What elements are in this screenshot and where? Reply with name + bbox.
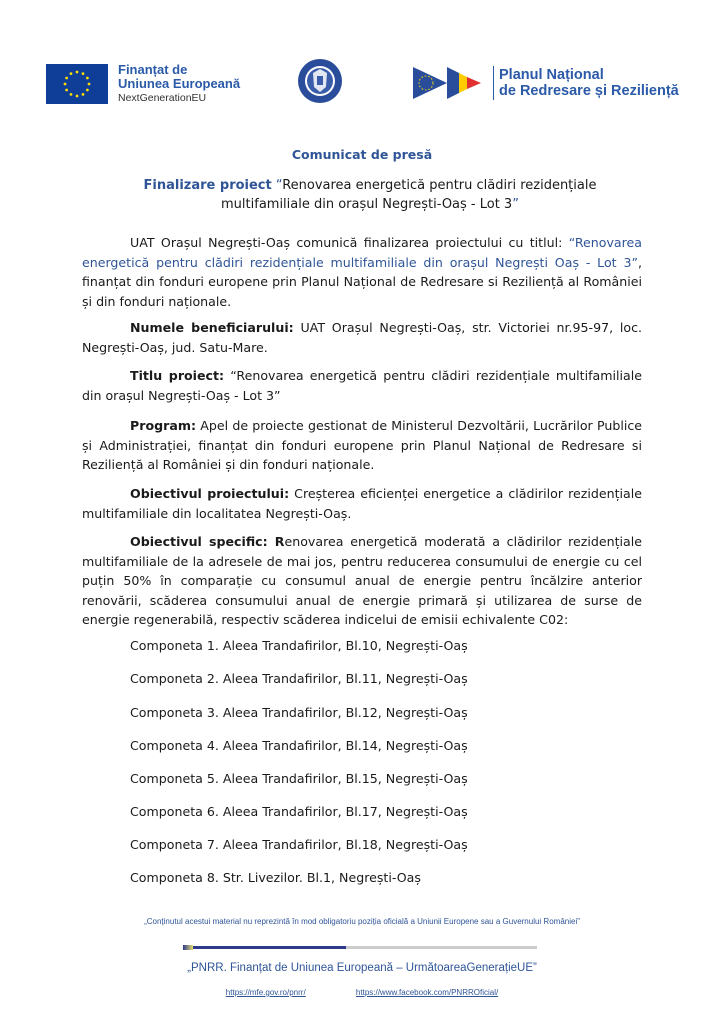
- component-item: Componeta 3. Aleea Trandafirilor, Bl.12, Negrești-Oaș: [130, 705, 468, 720]
- eu-logo-line2: Uniunea Europeană: [118, 76, 241, 91]
- headline-lead: Finalizare proiect: [143, 178, 272, 193]
- headline-text: Renovarea energetică pentru clădiri rezidențiale multifamiliale din orașul Negrești-Oaș - Lot 3: [221, 178, 597, 212]
- footer-disclaimer: „Conținutul acestui material nu reprezintă în mod obligatoriu poziția oficială a Uniunii Europene sau a Guvernului României”: [144, 917, 580, 926]
- component-item: Componeta 8. Str. Livezilor. Bl.1, Negrești-Oaș: [130, 870, 421, 885]
- eu-logo-line1: Finanțat de: [118, 62, 188, 77]
- component-item: Componeta 1. Aleea Trandafirilor, Bl.10, Negrești-Oaș: [130, 638, 468, 653]
- beneficiary-paragraph: Numele beneficiarului: UAT Orașul Negrești-Oaș, str. Victoriei nr.95-97, loc. Negrești-Oaș, jud. Satu-Mare.: [82, 320, 643, 355]
- component-item: Componeta 5. Aleea Trandafirilor, Bl.15, Negrești-Oaș: [130, 771, 468, 786]
- component-item: Componeta 6. Aleea Trandafirilor, Bl.17, Negrești-Oaș: [130, 804, 468, 819]
- eu-funding-logo: [46, 63, 240, 105]
- project-title-paragraph: Titlu proiect: “Renovarea energetică pentru clădiri rezidențiale multifamiliale din orașul Negrești-Oaș - Lot 3”: [82, 368, 642, 403]
- pnrr-logo-line1: Planul Național: [499, 67, 604, 83]
- pnrr-logo-line2: de Redresare și Reziliență: [499, 83, 679, 99]
- program-paragraph: Program: Apel de proiecte gestionat de Ministerul Dezvoltării, Lucrărilor Publice și Administrației, finanțat din fonduri europene prin Planul Național de Redresare si Reziliență al României și din fonduri naționale.: [82, 418, 642, 472]
- eu-logo-line3: NextGenerationEU: [118, 92, 207, 104]
- footer-divider: [183, 946, 537, 949]
- footer-links: [0, 988, 724, 997]
- component-item: Componeta 2. Aleea Trandafirilor, Bl.11, Negrești-Oaș: [130, 671, 468, 686]
- page-title: Comunicat de presă: [291, 147, 433, 162]
- eu-flag-icon: [46, 64, 108, 104]
- header-logos: [0, 55, 724, 105]
- pnrr-arrows-icon: [413, 65, 489, 101]
- component-item: Componeta 7. Aleea Trandafirilor, Bl.18, Negrești-Oaș: [130, 837, 468, 852]
- footer-slogan: „PNRR. Finanțat de Uniunea Europeană – UrmătoareaGenerațieUE”: [187, 962, 537, 974]
- headline: Finalizare proiect “Renovarea energetică pentru clădiri rezidențiale multifamiliale din orașul Negrești-Oaș - Lot 3”: [143, 178, 597, 212]
- intro-paragraph: UAT Orașul Negrești-Oaș comunică finalizarea proiectului cu titlul: “Renovarea energetică pentru clădiri rezidențiale multifamiliale din orașul Negrești Oaș - Lot 3”, finanțat din fonduri europene prin Planul Național de Redresare si Reziliență al României și din fonduri naționale.: [82, 235, 642, 309]
- component-item: Componeta 4. Aleea Trandafirilor, Bl.14, Negrești-Oaș: [130, 738, 468, 753]
- pnrr-logo: [413, 65, 679, 101]
- government-seal-icon: [296, 57, 344, 105]
- objective-paragraph: Obiectivul proiectului: Creșterea eficienței energetice a clădirilor rezidențiale multifamiliale din localitatea Negrești-Oaș.: [82, 486, 642, 521]
- pnrr-facebook-link[interactable]: https://www.facebook.com/PNRROficial/: [355, 988, 499, 997]
- specific-objective-paragraph: Obiectivul specific: Renovarea energetică moderată a clădirilor rezidențiale multifamiliale de la adresele de mai jos, pentru reducerea consumului de energie cu cel puțin 50% în comparație cu consumul anual de energie pentru încălzire anterior renovării, scăderea consumului anual de energie primară și utilizarea de surse de energie regenerabilă, respectiv scăderea indicelui de emisii echivalente C02:: [82, 534, 642, 627]
- pnrr-website-link[interactable]: https://mfe.gov.ro/pnrr/: [225, 988, 306, 997]
